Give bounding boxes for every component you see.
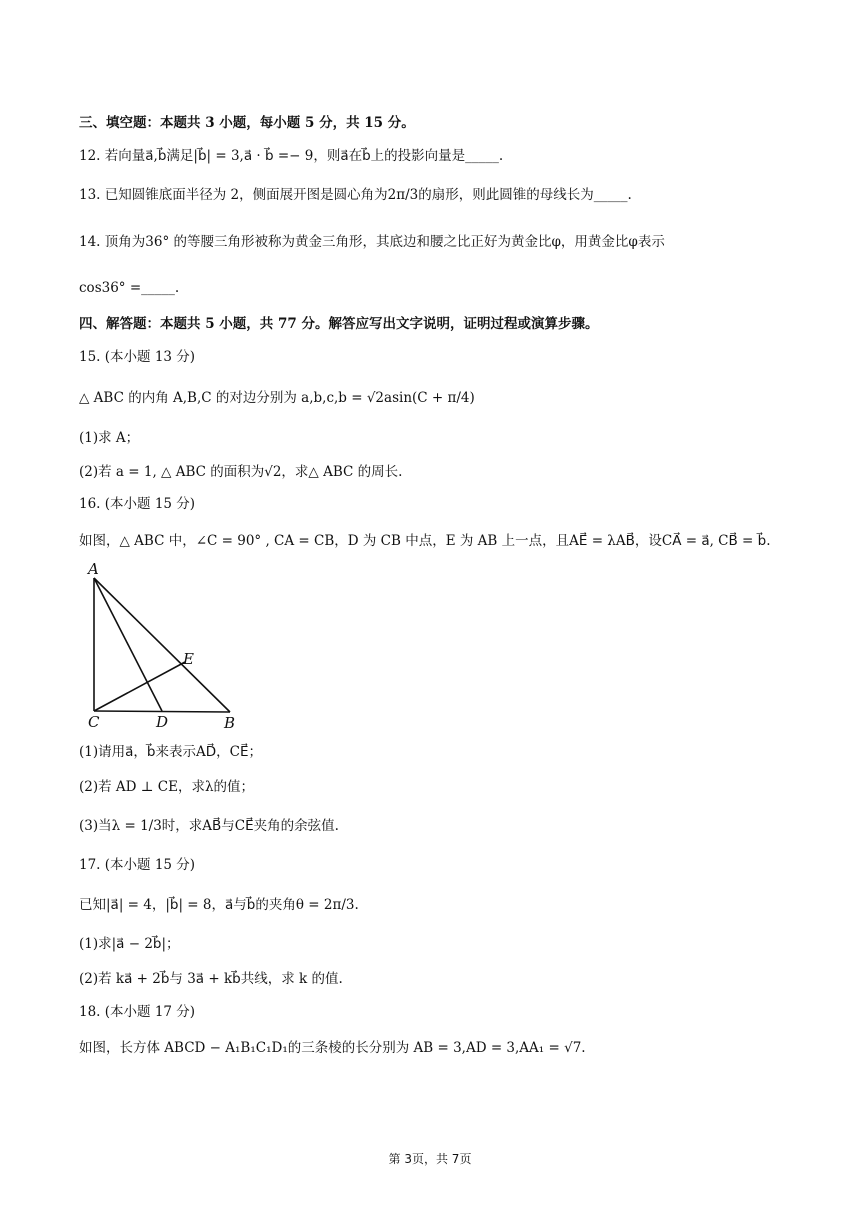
question-16-part-1: (1)请用a⃗，b⃗来表示AD⃗，CE⃗； [79,744,262,760]
question-16-stem: 如图，△ ABC 中，∠C = 90° , CA = CB，D 为 CB 中点，E 为 AB 上一点，且AE⃗ = λAB⃗，设CA⃗ = a⃗, CB⃗ = b⃗. [79,533,771,549]
segment-ab [94,578,230,712]
question-17-part-2: (2)若 ka⃗ + 2b⃗与 3a⃗ + kb⃗共线，求 k 的值. [79,971,343,987]
question-16-part-2: (2)若 AD ⊥ CE，求λ的值； [79,779,255,795]
question-17-part-1: (1)求|a⃗ − 2b⃗|； [79,936,180,952]
label-a: A [88,560,99,578]
label-c: C [88,713,100,731]
section-4-heading: 四、解答题：本题共 5 小题，共 77 分。解答应写出文字说明，证明过程或演算步骤。 [79,316,599,332]
section-3-heading: 三、填空题：本题共 3 小题，每小题 5 分，共 15 分。 [79,115,415,131]
question-14-line-2: cos36° =_____. [79,280,180,296]
segment-ce [94,662,185,711]
question-15-stem: △ ABC 的内角 A,B,C 的对边分别为 a,b,c,b = √2asin(C + π/4) [79,390,475,406]
segment-cb [94,711,230,712]
question-14-line-1: 14. 顶角为36° 的等腰三角形被称为黄金三角形，其底边和腰之比正好为黄金比φ，用黄金比φ表示 [79,234,665,250]
question-18-stem: 如图，长方体 ABCD − A₁B₁C₁D₁的三条棱的长分别为 AB = 3,AD = 3,AA₁ = √7. [79,1040,586,1056]
question-15-part-1: (1)求 A； [79,430,140,446]
label-e: E [183,650,194,668]
question-15-part-2: (2)若 a = 1, △ ABC 的面积为√2，求△ ABC 的周长. [79,464,403,480]
label-d: D [156,713,169,731]
segment-ad [94,578,162,711]
question-16-part-3: (3)当λ = 1/3时，求AB⃗与CE⃗夹角的余弦值. [79,818,339,834]
question-12: 12. 若向量a⃗,b⃗满足|b⃗| = 3,a⃗ · b⃗ =− 9，则a⃗在b⃗上的投影向量是_____. [79,148,504,164]
question-15-heading: 15. (本小题 13 分) [79,349,196,365]
question-17-heading: 17. (本小题 15 分) [79,857,196,873]
triangle-lines [94,578,230,712]
question-13: 13. 已知圆锥底面半径为 2，侧面展开图是圆心角为2π/3的扇形，则此圆锥的母线长为_____. [79,187,632,203]
question-17-stem: 已知|a⃗| = 4，|b⃗| = 8，a⃗与b⃗的夹角θ = 2π/3. [79,897,359,913]
question-16-heading: 16. (本小题 15 分) [79,496,196,512]
question-18-heading: 18. (本小题 17 分) [79,1004,196,1020]
page-footer: 第 3页，共 7页 [388,1152,472,1166]
triangle-figure [82,560,242,732]
label-b: B [224,714,236,732]
